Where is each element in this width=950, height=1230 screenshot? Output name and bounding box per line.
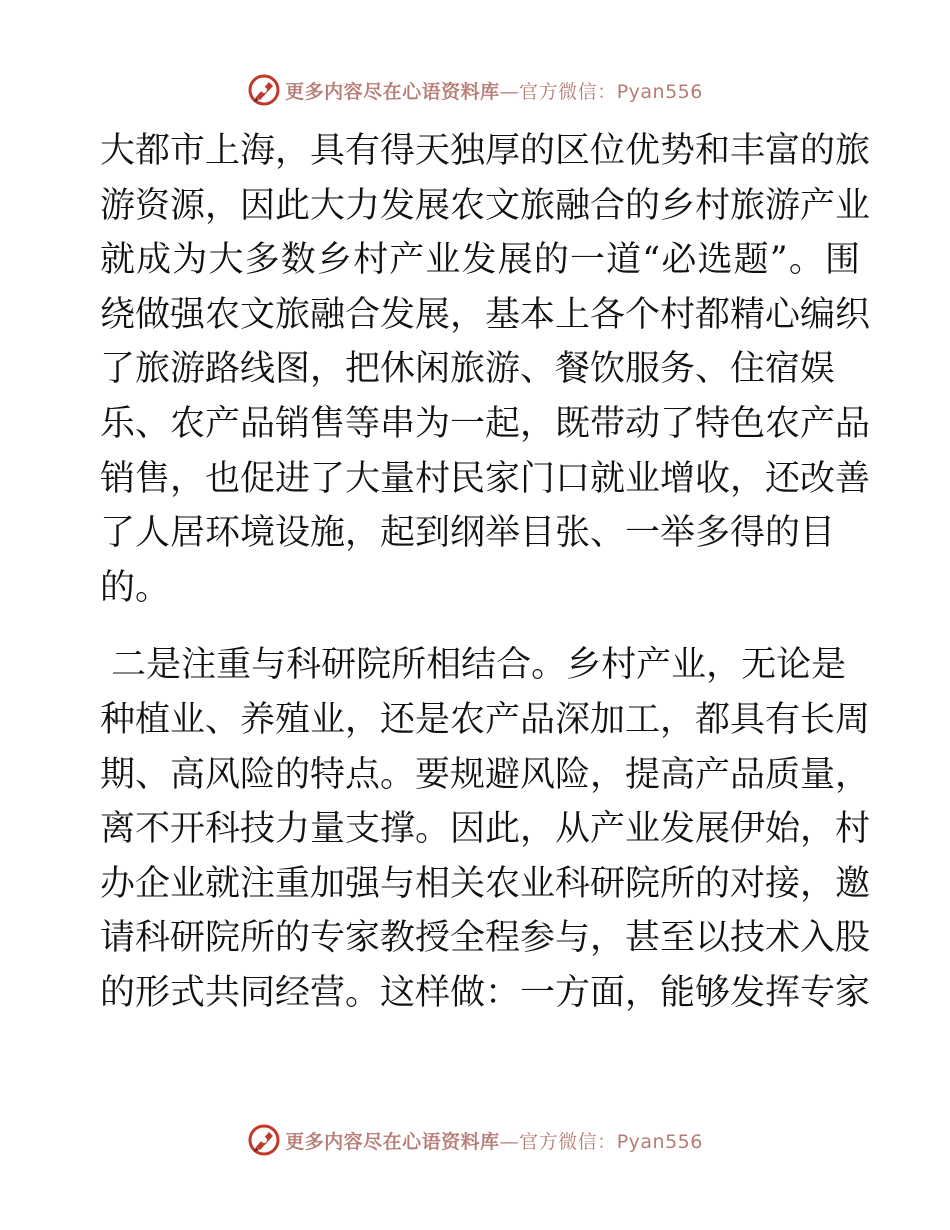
document-body	[100, 124, 871, 1021]
text-line: 绕做强农文旅融合发展，基本上各个村都精心编织	[100, 294, 871, 335]
footer-banner	[0, 1120, 950, 1160]
text-line: 了人居环境设施，起到纲举目张、一举多得的目	[100, 513, 836, 554]
text-line: 期、高风险的特点。要规避风险，提高产品质量，	[100, 754, 871, 795]
footer-banner-text	[285, 1127, 703, 1154]
banner-wechat-label: 官方微信：	[519, 80, 617, 103]
text-line: 了旅游路线图，把休闲旅游、餐饮服务、住宿娱	[100, 349, 836, 390]
text-line: 大都市上海，具有得天独厚的区位优势和丰富的旅	[100, 131, 871, 171]
text-line: 就成为大多数乡村产业发展的一道“必选题”。围	[100, 240, 860, 281]
pen-logo-icon	[247, 1123, 281, 1157]
banner-main-text: 更多内容尽在心语资料库	[285, 80, 500, 103]
paragraph-2	[100, 638, 871, 1020]
text-line: 的形式共同经营。这样做：一方面，能够发挥专家	[100, 972, 871, 1013]
paragraph-1	[100, 124, 871, 615]
text-line: 游资源，因此大力发展农文旅融合的乡村旅游产业	[100, 185, 871, 226]
header-banner-text	[285, 77, 703, 104]
text-line: 的。	[100, 567, 171, 608]
header-banner	[0, 70, 950, 110]
banner-wechat-id: Pyan556	[616, 1130, 703, 1153]
banner-main-text: 更多内容尽在心语资料库	[285, 1130, 500, 1153]
text-line: 办企业就注重加强与相关农业科研院所的对接，邀	[100, 863, 871, 904]
text-line: 二是注重与科研院所相结合。乡村产业，无论是	[100, 645, 847, 686]
text-line: 种植业、养殖业，还是农产品深加工，都具有长周	[100, 699, 871, 740]
banner-separator: —	[499, 80, 520, 103]
text-line: 离不开科技力量支撑。因此，从产业发展伊始，村	[100, 809, 871, 850]
banner-separator: —	[499, 1130, 520, 1153]
pen-logo-icon	[247, 73, 281, 107]
text-line: 乐、农产品销售等串为一起，既带动了特色农产品	[100, 403, 871, 444]
banner-wechat-id: Pyan556	[616, 80, 703, 103]
banner-wechat-label: 官方微信：	[519, 1130, 617, 1153]
text-line: 请科研院所的专家教授全程参与，甚至以技术入股	[100, 918, 871, 959]
text-line: 销售，也促进了大量村民家门口就业增收，还改善	[100, 458, 871, 499]
